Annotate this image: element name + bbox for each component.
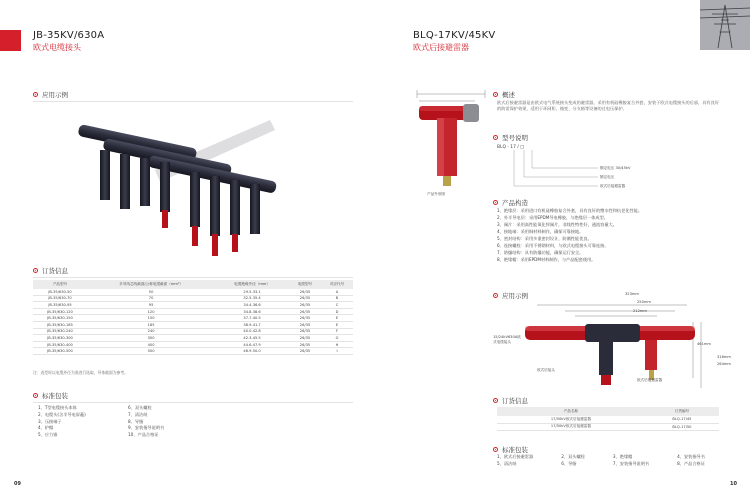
cable-leg (230, 180, 240, 235)
table-row (33, 328, 353, 335)
section-label: 订货信息 (502, 397, 528, 405)
list-item: 8、产品合格证 (677, 460, 705, 466)
section-divider (33, 402, 353, 403)
section-bullet-icon (33, 92, 38, 97)
list-item: 3、绝缘帽 (612, 454, 633, 459)
list-item: 2、电缆头(含半导电屏蔽) (38, 411, 86, 417)
table-header-cell: 电缆绝缘外径（mm） (215, 280, 289, 289)
list-item: 10、产品合格证 (128, 432, 159, 438)
application-diagram (515, 300, 715, 395)
table-cell: 17/50kV欧式后接避雷器 (497, 423, 645, 431)
model-label-type: 欧式后接避雷器 (600, 184, 626, 188)
list-item: 6、双头螺栓 (128, 405, 152, 410)
table-cell: 42.3-45.5 (215, 335, 289, 342)
section-label: 标准包装 (502, 446, 528, 454)
cable-joint-leg (599, 340, 613, 375)
dim-label-323: 323mm (625, 292, 639, 296)
list-item: 3、阀片：采用高性能氧化锌阀片，非线性特性好，通流容量大。 (497, 222, 617, 227)
table-cell: 26/35 (289, 302, 321, 309)
table-header-cell: 订货编号 (645, 407, 719, 416)
table-cell: 26/35 (289, 341, 321, 348)
table-cell: D (321, 308, 353, 315)
table-cell: 32.5-35.4 (215, 295, 289, 302)
arrester-terminal (443, 176, 451, 186)
cable-leg (100, 150, 110, 200)
table-cell: JB-35/630-300 (33, 335, 87, 342)
table-cell: 95 (87, 302, 215, 309)
package-list (38, 405, 86, 439)
section-label: 应用示例 (502, 292, 528, 300)
table-cell: 70 (87, 295, 215, 302)
table-cell: F (321, 328, 353, 335)
list-item: 7、清洁纸 (128, 411, 148, 417)
list-item: 7、防爆结构：具有防爆功能，确保运行安全。 (497, 250, 584, 255)
table-row (33, 295, 353, 302)
table-cell: H (321, 341, 353, 348)
list-item: 5、清洁纸 (497, 460, 517, 466)
table-cell: 40.0-42.8 (215, 328, 289, 335)
page-number: 10 (730, 481, 737, 487)
section-bullet-icon (493, 398, 498, 403)
page-subtitle: 欧式电缆接头 (33, 43, 81, 52)
section-divider (33, 101, 353, 102)
section-package (493, 445, 528, 454)
section-bullet-icon (33, 268, 38, 273)
table-cell: 34.4-36.6 (215, 302, 289, 309)
arrester-illustration (415, 88, 490, 193)
table-cell: 26/35 (289, 289, 321, 295)
app-label-arrester: 欧式后接避雷器 (637, 378, 663, 382)
table-cell: 300 (87, 335, 215, 342)
table-row (33, 308, 353, 315)
table-cell: E (321, 315, 353, 322)
table-cell: JB-35/630-240 (33, 328, 87, 335)
list-item: 1、绝缘层：采用进口有机硅橡胶复合外套，具有良好的憎水性和抗老化性能。 (497, 208, 643, 213)
overview-text: 欧式后接避雷器是由欧式电气系统接头变成的避雷器，采用有机硅橡胶复合外套，安装于欧式电缆接头的后部，具有良好的防雷保护效果，适用于环网柜、箱变、分支箱等设备的过电压保护。 (497, 100, 719, 112)
table-header-cell: 产品型号 (33, 280, 87, 289)
arrester-leg (645, 340, 657, 370)
table-cell: JB-35/630-185 (33, 321, 87, 328)
table-cell: 26/35 (289, 321, 321, 328)
section-label: 型号说明 (502, 134, 528, 142)
table-header-cell: 产品名称 (497, 407, 645, 416)
table-cell: 26/35 (289, 335, 321, 342)
cable-leg (120, 154, 130, 209)
table-cell: I (321, 348, 353, 355)
package-list (497, 454, 727, 468)
cable-end (162, 210, 168, 228)
cable-end (601, 375, 611, 385)
list-item: 1、T型电缆接头本体 (38, 405, 77, 410)
list-item: 4、接地端：采用铜材料制作，确保可靠接地。 (497, 229, 584, 234)
section-divider (33, 277, 353, 278)
section-application (493, 291, 528, 300)
table-cell: A (321, 289, 353, 295)
section-bullet-icon (493, 293, 498, 298)
dim-label-264: 264mm (717, 362, 731, 366)
table-header-cell: 电缆型号 (289, 280, 321, 289)
arrester-leg-highlight (437, 118, 444, 176)
section-bullet-icon (493, 135, 498, 140)
power-tower-photo (700, 0, 750, 50)
page-number: 09 (14, 481, 21, 487)
table-cell: BLQ-17/50 (645, 423, 719, 431)
section-package (33, 391, 68, 400)
model-code: BLQ - 17 / □ (497, 145, 525, 150)
table-cell: JB-35/630-50 (33, 289, 87, 295)
section-application (33, 90, 68, 99)
table-row (33, 348, 353, 355)
table-cell: JB-35/630-120 (33, 308, 87, 315)
table-cell: 26/35 (289, 315, 321, 322)
list-item: 6、导脂 (561, 460, 577, 466)
order-table (497, 407, 719, 431)
app-label-rear: 欧式后接头 (537, 368, 555, 372)
list-item: 3、压接端子 (38, 418, 62, 424)
table-header-cell: 对应代号 (321, 280, 353, 289)
model-label-rating: 额定电压 30/45kV (600, 166, 631, 170)
list-item: 8、绝缘帽：采用EPDM材料制作，与产品配套使用。 (497, 257, 596, 262)
order-table (33, 280, 353, 355)
page-title: BLQ-17KV/45KV (413, 30, 496, 41)
header-accent-bar (0, 30, 21, 51)
table-cell: 44.6-47.9 (215, 341, 289, 348)
section-bullet-icon (33, 393, 38, 398)
table-cell: JB-35/630-150 (33, 315, 87, 322)
table-header-cell: 多导线芯线截面/公称电缆截面（mm²） (87, 280, 215, 289)
table-note: 注：选型时以电缆外径为准进行选取，导体截面为参考。 (33, 370, 128, 375)
list-item: 4、安装指导书 (677, 454, 705, 459)
table-cell: 26/35 (289, 348, 321, 355)
table-cell: 240 (87, 328, 215, 335)
cable-leg (160, 162, 170, 212)
dim-label-212: 212mm (633, 309, 647, 313)
section-overview (493, 90, 515, 99)
table-cell: JB-35/630-500 (33, 348, 87, 355)
section-label: 标准包装 (42, 392, 68, 400)
cable-joint-illustration (60, 110, 310, 260)
table-cell: 37.7-40.5 (215, 315, 289, 322)
arrester-cap (463, 104, 479, 122)
cable-end (232, 234, 238, 252)
table-cell: JB-35/630-70 (33, 295, 87, 302)
right-page (375, 0, 750, 489)
app-label-joint: 15/24kV630A欧式电缆接头 (493, 335, 521, 344)
section-label: 产品构造 (502, 199, 528, 207)
table-row (33, 335, 353, 342)
cable-leg (210, 176, 220, 236)
page-subtitle: 欧式后接避雷器 (413, 43, 469, 52)
table-cell: BLQ-17/45 (645, 416, 719, 423)
list-item: 4、护帽 (38, 425, 54, 431)
list-item: 9、安装指导说明书 (128, 425, 165, 431)
section-label: 应用示例 (42, 91, 68, 99)
product-caption: 产品外形图 (427, 192, 445, 196)
table-cell: 500 (87, 348, 215, 355)
table-header-row (497, 407, 719, 416)
section-structure (493, 198, 528, 207)
section-label: 概述 (502, 91, 515, 99)
table-cell: 150 (87, 315, 215, 322)
list-item: 5、密封结构：采用多重密封设计，防潮性能优良。 (497, 236, 592, 241)
table-cell: 46.9-50.0 (215, 348, 289, 355)
cable-leg (140, 158, 150, 206)
cable-leg (190, 172, 200, 227)
section-order (33, 266, 68, 275)
dim-label-461: 461mm (697, 342, 711, 346)
cable-leg (250, 184, 260, 234)
table-cell: 120 (87, 308, 215, 315)
structure-list (497, 207, 719, 263)
table-cell: 26/35 (289, 295, 321, 302)
list-item: 2、外半导电层：采用EPDM导电橡胶，与绝缘层一体成型。 (497, 215, 608, 220)
page-title: JB-35KV/630A (33, 30, 105, 41)
table-row (33, 315, 353, 322)
dim-label-250: 250mm (637, 300, 651, 304)
table-row (497, 416, 719, 423)
table-cell: 34.8-38.6 (215, 308, 289, 315)
list-item: 8、导脂 (128, 418, 144, 424)
table-cell: JB-35/630-95 (33, 302, 87, 309)
table-row (33, 302, 353, 309)
table-cell: 17/50kV欧式后接避雷器 (497, 416, 645, 423)
table-cell: G (321, 335, 353, 342)
table-row (33, 341, 353, 348)
package-list (128, 405, 164, 439)
list-item: 7、安装指导说明书 (612, 460, 650, 466)
list-item: 2、双头螺栓 (561, 454, 585, 459)
cable-end (212, 234, 218, 256)
model-label-voltage: 额定电压 (600, 175, 615, 179)
section-label: 订货信息 (42, 267, 68, 275)
section-bullet-icon (493, 200, 498, 205)
section-order (493, 396, 528, 405)
list-item: 1、欧式后接避雷器 (497, 454, 534, 459)
table-cell: 26/35 (289, 328, 321, 335)
table-cell: 185 (87, 321, 215, 328)
table-cell: 400 (87, 341, 215, 348)
table-cell: 29.5-33.1 (215, 289, 289, 295)
table-cell: 38.9-41.7 (215, 321, 289, 328)
table-cell: 50 (87, 289, 215, 295)
table-cell: E (321, 321, 353, 328)
table-row (497, 423, 719, 431)
model-leader-lines (510, 150, 610, 190)
dim-label-316: 316mm (717, 355, 731, 359)
table-cell: B (321, 295, 353, 302)
cable-end (192, 226, 198, 246)
table-header-row (33, 280, 353, 289)
list-item: 6、连接螺栓：采用不锈钢材料，与欧式电缆接头可靠连接。 (497, 243, 609, 248)
table-cell: C (321, 302, 353, 309)
cable-joint (585, 324, 640, 342)
section-model (493, 133, 528, 142)
table-cell: 26/35 (289, 308, 321, 315)
section-bullet-icon (493, 447, 498, 452)
section-bullet-icon (493, 92, 498, 97)
table-cell: JB-35/630-400 (33, 341, 87, 348)
list-item: 5、应力锥 (38, 432, 58, 438)
table-row (33, 321, 353, 328)
